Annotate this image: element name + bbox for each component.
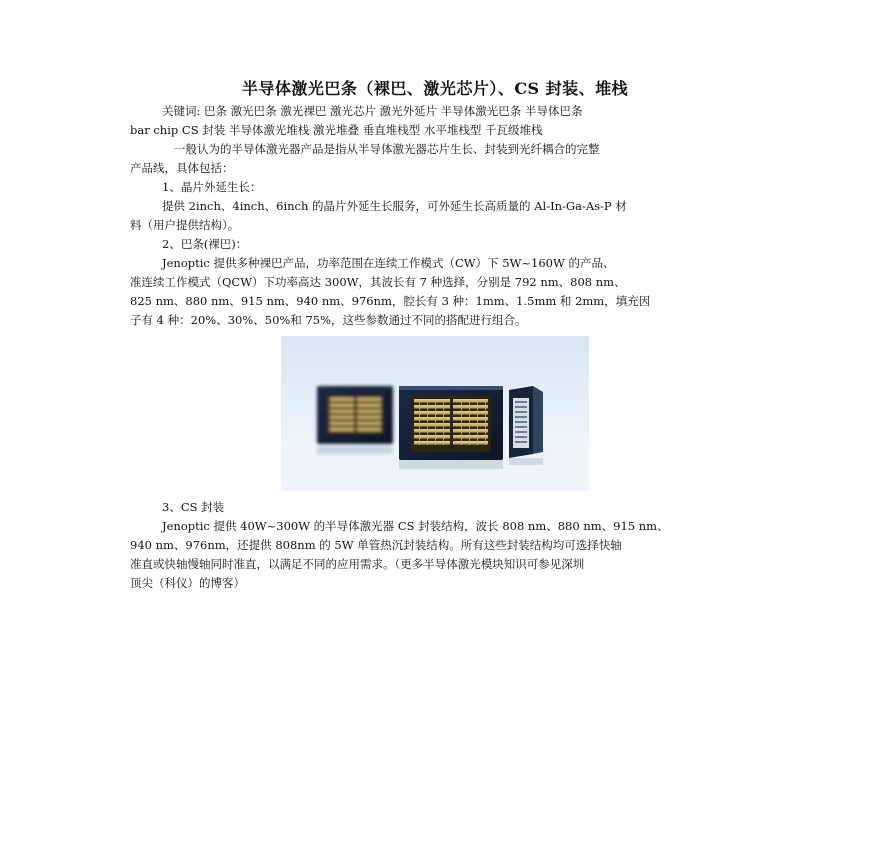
section-2-line-4: 子有 4 种：20%、30%、50%和 75%，这些参数通过不同的搭配进行组合。 (130, 313, 527, 327)
intro-line-2: 产品线，具体包括： (130, 161, 234, 175)
section-3-line-1: Jenoptic 提供 40W~300W 的半导体激光器 CS 封装结构，波长 808 nm、880 nm、915 nm、 (162, 519, 669, 533)
section-1-heading: 1、晶片外延生长： (162, 180, 262, 194)
laser-bar-product-photo (281, 336, 589, 491)
section-2-line-3: 825 nm、880 nm、915 nm、940 nm、976nm，腔长有 3 种：1mm、1.5mm 和 2mm，填充因 (130, 294, 651, 308)
intro-line-1: 一般认为的半导体激光器产品是指从半导体激光器芯片生长、封装到光纤耦合的完整 (174, 142, 600, 156)
section-1-line-2: 料（用户提供结构）。 (130, 218, 240, 232)
section-3-line-3: 准直或快轴慢轴同时准直，以满足不同的应用需求。（更多半导体激光模块知识可参见深圳 (130, 557, 585, 571)
section-2-line-2: 准连续工作模式（QCW）下功率高达 300W，其波长有 7 种选择，分别是 792 nm、808 nm、 (130, 275, 626, 289)
section-3-heading: 3、CS 封装 (162, 500, 225, 514)
section-2-heading: 2、巴条(裸巴)： (162, 237, 248, 251)
keywords-line-1: 关键词: 巴条 激光巴条 激光裸巴 激光芯片 激光外延片 半导体激光巴条 半导体巴条 (162, 104, 583, 118)
keywords-line-2: bar chip CS 封装 半导体激光堆栈 激光堆叠 垂直堆栈型 水平堆栈型 千瓦级堆栈 (130, 123, 543, 137)
section-3-line-4: 顶尖（科仪）的博客） (130, 576, 245, 590)
section-1-line-1: 提供 2inch、4inch、6inch 的晶片外延生长服务，可外延生长高质量的 Al-In-Ga-As-P 材 (162, 199, 627, 213)
section-3-line-2: 940 nm、976nm，还提供 808nm 的 5W 单管热沉封装结构。所有这些封装结构均可选择快轴 (130, 538, 622, 552)
section-2-line-1: Jenoptic 提供多种裸巴产品，功率范围在连续工作模式（CW）下 5W~160W 的产品、 (162, 256, 615, 270)
page-title: 半导体激光巴条（裸巴、激光芯片）、CS 封装、堆栈 (241, 79, 629, 98)
